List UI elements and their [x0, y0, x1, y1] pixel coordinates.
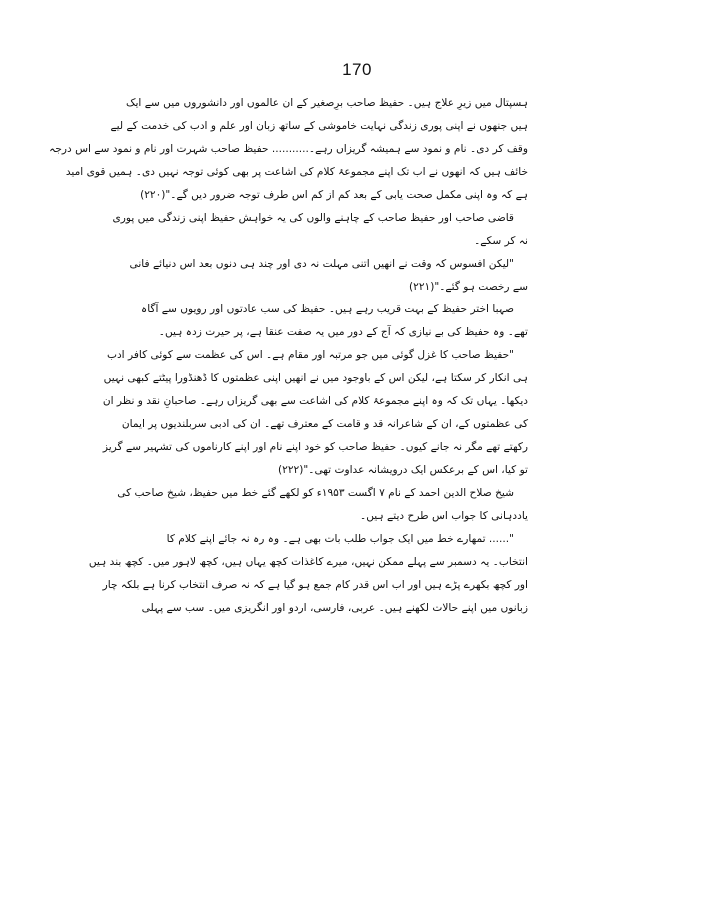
quote-line: زبانوں میں اپنے حالات لکھنے ہیں۔ عربی، فارسی، اردو اور انگریزی میں۔ سب سے پہلی: [141, 601, 528, 614]
text-line: نہ کر سکے۔: [474, 234, 528, 247]
text-line: ہے کہ وہ اپنی مکمل صحت یابی کے بعد کم از کم اس طرف توجہ ضرور دیں گے۔"(۲۲۰): [140, 188, 528, 201]
text-line: ہیں جنھوں نے اپنی پوری زندگی نہایت خاموشی کے ساتھ زبان اور علم و ادب کی خدمت کے لیے: [110, 119, 528, 132]
quote-line: "...... تمھارے خط میں ایک جواب طلب بات بھی ہے۔ وہ رہ نہ جائے اپنے کلام کا: [166, 532, 514, 545]
quote-line: اور کچھ بکھرے پڑے ہیں اور اب اس قدر کام جمع ہو گیا ہے کہ نہ صرف انتخاب کرنا ہے بلکہ چار: [102, 578, 528, 591]
text-line: یاددہانی کا جواب اس طرح دیتے ہیں۔: [360, 509, 528, 522]
quote-line: تو کیا، اس کے برعکس ایک درویشانہ عداوت تھی۔"(۲۲۲): [278, 464, 528, 476]
quote-line: انتخاب۔ یہ دسمبر سے پہلے ممکن نہیں، میرے کاغذات کچھ یہاں ہیں، کچھ لاہور میں۔ کچھ بند ہیں: [88, 555, 528, 568]
quote-line: ہی انکار کر سکتا ہے، لیکن اس کے باوجود میں نے انھیں اپنی عظمتوں کا ڈھنڈورا پیٹتے کبھی نہیں: [103, 372, 528, 385]
text-line: قاضی صاحب اور حفیظ صاحب کے چاہنے والوں کی یہ خواہش حفیظ اپنی زندگی میں پوری: [112, 211, 514, 224]
text-line: وقف کر دی۔ نام و نمود سے ہمیشہ گریزاں رہے۔........... حفیظ صاحب شہرت اور نام و نمود سے اس درجہ: [49, 142, 528, 155]
quote-line: سے رخصت ہو گئے۔"(۲۲۱): [409, 280, 528, 293]
body-text: [49, 92, 528, 620]
quote-line: "حفیظ صاحب کا غزل گوئی میں جو مرتبہ اور مقام ہے۔ اس کی عظمت سے کوئی کافر ادب: [106, 349, 514, 362]
quote-line: "لیکن افسوس کہ وقت نے انھیں اتنی مہلت نہ دی اور چند ہی دنوں بعد اس دنیائے فانی: [129, 257, 514, 270]
page-number: 170: [342, 60, 372, 79]
quote-line: رکھتے تھے مگر نہ جانے کیوں۔ حفیظ صاحب کو خود اپنے نام اور اپنے کارناموں کی تشہیر سے گریز: [102, 441, 528, 454]
text-line: شیخ صلاح الدین احمد کے نام ۷ اگست ۱۹۵۳ء کو لکھے گئے خط میں حفیظ، شیخ صاحب کی: [117, 486, 514, 499]
text-line: ہسپتال میں زیرِ علاج ہیں۔ حفیظ صاحب برِصغیر کے ان عالموں اور دانشوروں میں سے ایک: [125, 97, 528, 109]
text-line: خائف ہیں کہ انھوں نے اب تک اپنے مجموعۂ کلام کی اشاعت پر بھی کوئی توجہ نہیں دی۔ ہمیں قوی امید: [65, 165, 528, 178]
quote-line: کی عظمتوں کے، ان کے شاعرانہ قد و قامت کے معترف تھے۔ ان کی ادبی سربلندیوں پر ایمان: [121, 418, 528, 431]
text-line: صہبا اختر حفیظ کے بہت قریب رہے ہیں۔ حفیظ کی سب عادتوں اور رویوں سے آگاہ: [140, 303, 514, 316]
text-line: تھے۔ وہ حفیظ کی بے نیازی کہ آج کے دور میں یہ صفت عنقا ہے، پر حیرت زدہ ہیں۔: [158, 326, 528, 339]
quote-line: دیکھا۔ یہاں تک کہ وہ اپنے مجموعۂ کلام کی اشاعت سے بھی گریزاں رہے۔ صاحبانِ نقد و نظر ان: [102, 395, 528, 408]
